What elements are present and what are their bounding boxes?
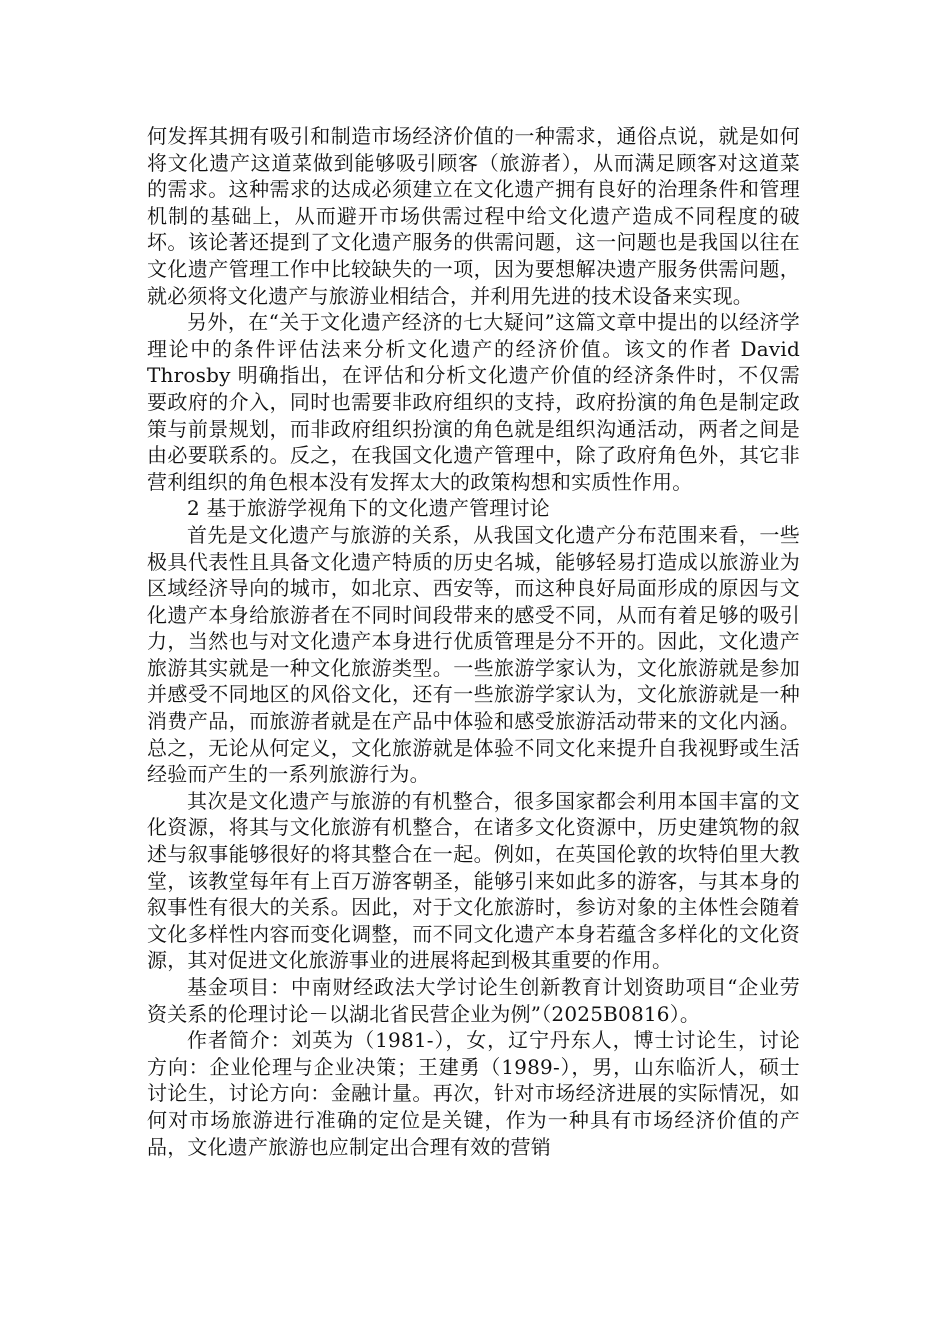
paragraph-funding: 基金项目：中南财经政法大学讨论生创新教育计划资助项目“企业劳资关系的伦理讨论－以湖北省民营企业为例”（2025B0816）。 xyxy=(147,975,800,1026)
document-body xyxy=(147,123,800,1160)
section-heading: 2 基于旅游学视角下的文化遗产管理讨论 xyxy=(187,496,550,521)
paragraph-author-bio: 作者简介：刘英为（1981-），女，辽宁丹东人，博士讨论生，讨论方向：企业伦理与企业决策；王建勇（1989-），男，山东临沂人，硕士讨论生，讨论方向：金融计量。再次，针对市场经济进展的实际情况，如何对市场旅游进行准确的定位是关键，作为一种具有市场经济价值的产品，文化遗产旅游也应制定出合理有效的营销 xyxy=(147,1028,800,1159)
paragraph-heritage-tourism-integration: 其次是文化遗产与旅游的有机整合，很多国家都会利用本国丰富的文化资源，将其与文化旅游有机整合，在诸多文化资源中，历史建筑物的叙述与叙事能够很好的将其整合在一起。例如，在英国伦敦的坎特伯里大教堂，该教堂每年有上百万游客朝圣，能够引来如此多的游客，与其本身的叙事性有很大的关系。因此，对于文化旅游时，参访对象的主体性会随着文化多样性内容而变化调整，而不同文化遗产本身若蕴含多样化的文化资源，其对促进文化旅游事业的进展将起到极其重要的作用。 xyxy=(147,788,800,973)
paragraph-continuation: 何发挥其拥有吸引和制造市场经济价值的一种需求，通俗点说，就是如何将文化遗产这道菜做到能够吸引顾客（旅游者），从而满足顾客对这道菜的需求。这种需求的达成必须建立在文化遗产拥有良好的治理条件和管理机制的基础上，从而避开市场供需过程中给文化遗产造成不同程度的破坏。该论著还提到了文化遗产服务的供需问题，这一问题也是我国以往在文化遗产管理工作中比较缺失的一项，因为要想解决遗产服务供需问题，就必须将文化遗产与旅游业相结合，并利用先进的技术设备来实现。 xyxy=(147,124,800,308)
paragraph-throsby: 另外，在“关于文化遗产经济的七大疑问”这篇文章中提出的以经济学理论中的条件评估法来分析文化遗产的经济价值。该文的作者 David Throsby 明确指出，在评估和分析文化遗产价值的经济条件时，不仅需要政府的介入，同时也需要非政府组织的支持，政府扮演的角色是制定政策与前景规划，而非政府组织扮演的角色就是组织沟通活动，两者之间是由必要联系的。反之，在我国文化遗产管理中，除了政府角色外，其它非营利组织的角色根本没有发挥太大的政策构想和实质性作用。 xyxy=(147,310,800,494)
paragraph-heritage-tourism-relation: 首先是文化遗产与旅游的关系，从我国文化遗产分布范围来看，一些极具代表性且具备文化遗产特质的历史名城，能够轻易打造成以旅游业为区域经济导向的城市，如北京、西安等，而这种良好局面形成的原因与文化遗产本身给旅游者在不同时间段带来的感受不同，从而有着足够的吸引力，当然也与对文化遗产本身进行优质管理是分不开的。因此，文化遗产旅游其实就是一种文化旅游类型。一些旅游学家认为，文化旅游就是参加并感受不同地区的风俗文化，还有一些旅游学家认为，文化旅游就是一种消费产品，而旅游者就是在产品中体验和感受旅游活动带来的文化内涵。总之，无论从何定义，文化旅游就是体验不同文化来提升自我视野或生活经验而产生的一系列旅游行为。 xyxy=(147,522,800,787)
